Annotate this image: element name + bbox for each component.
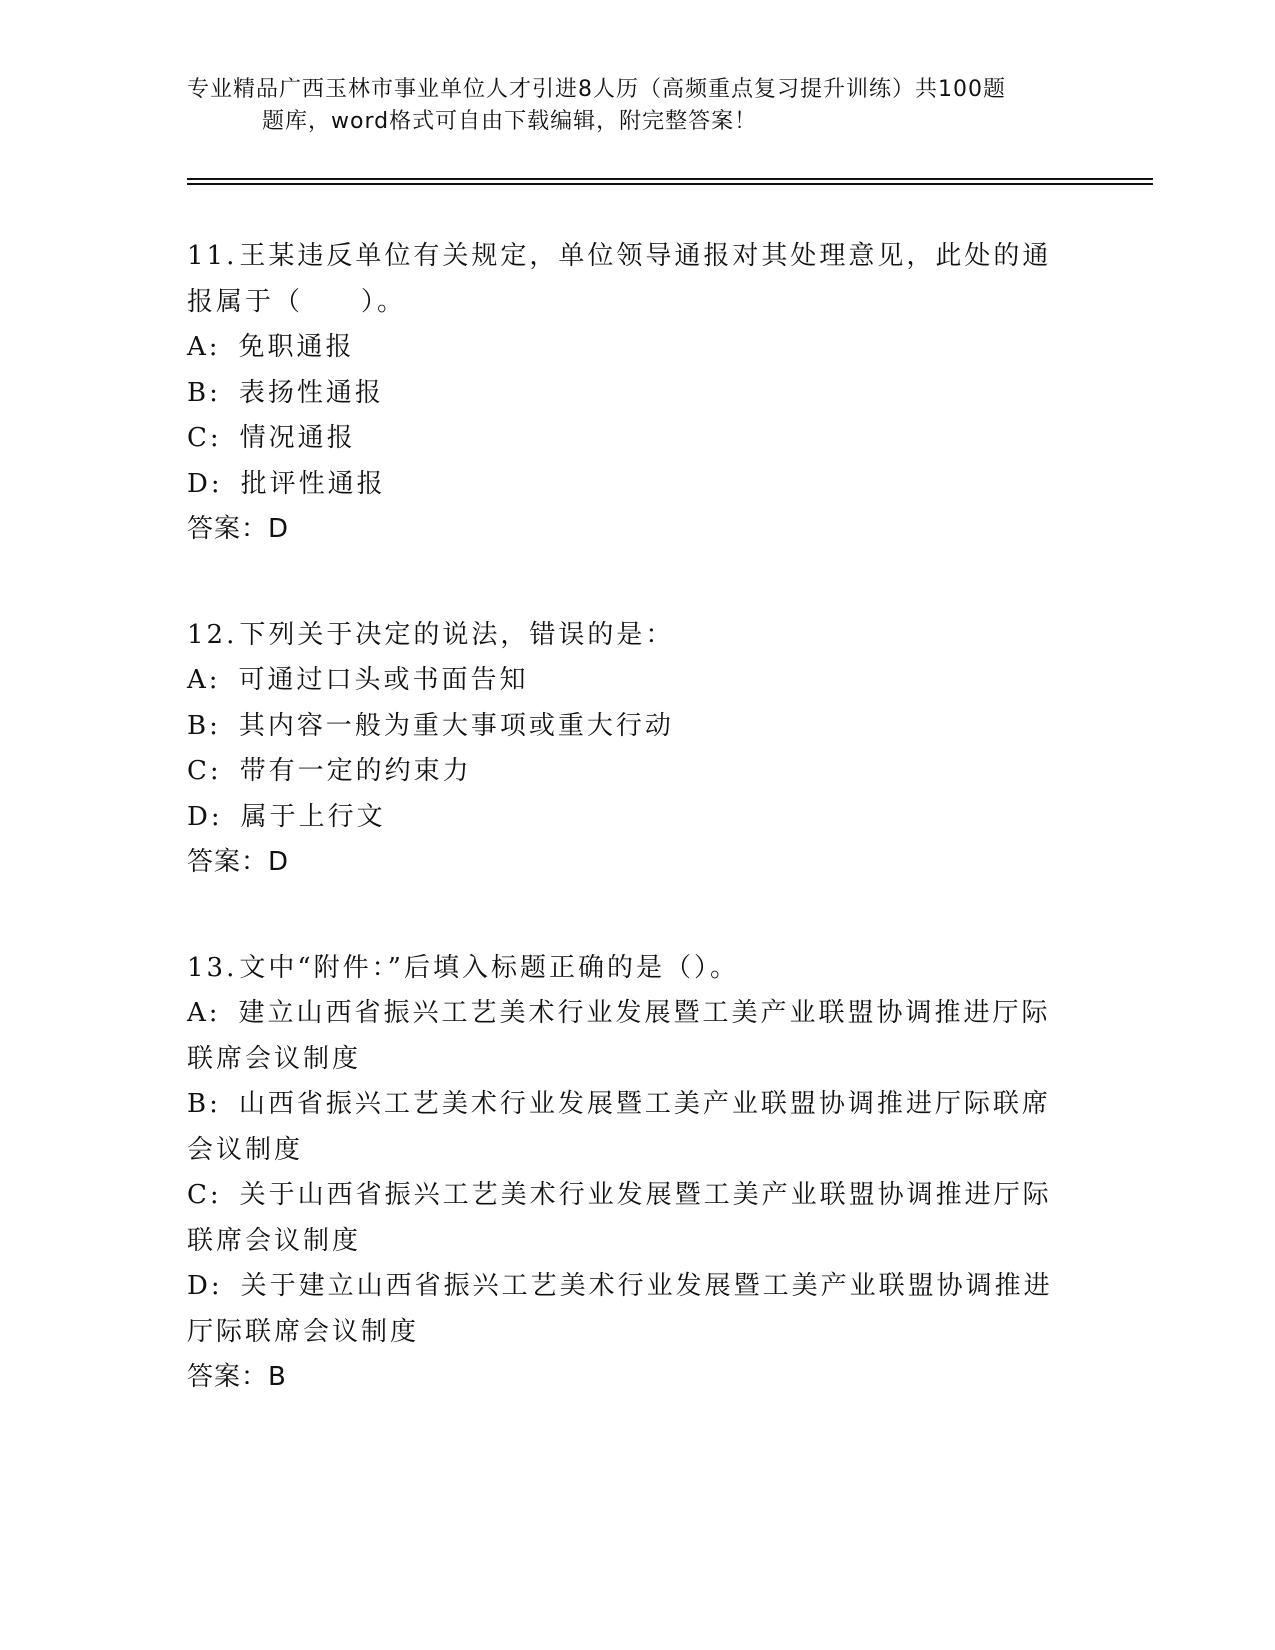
option-c [187,749,1067,795]
option-letter: D: [187,468,223,499]
option-a [187,325,1067,371]
option-text: 带有一定的约束力 [239,756,472,786]
option-d [187,1264,1067,1355]
answer: 答案：B [187,1362,287,1392]
option-letter: A: [187,998,221,1028]
option-text: 属于上行文 [240,801,386,832]
question-number: 12. [187,619,238,650]
option-text: 情况通报 [239,423,356,453]
question-11 [187,234,1067,553]
question-stem [187,946,1067,992]
option-letter: C: [187,1180,222,1210]
question-13 [187,946,1067,1401]
answer: 答案：D [187,847,290,877]
option-letter: C: [187,756,222,786]
option-letter: D: [187,801,223,832]
option-text: 可通过口头或书面告知 [238,665,529,695]
option-b [187,1082,1067,1173]
option-d [187,795,1067,841]
header-title-line1: 专业精品广西玉林市事业单位人才引进8人历（高频重点复习提升训练）共100题 [187,77,1006,102]
option-a [187,658,1067,704]
question-text: 文中“附件：”后填入标题正确的是（）。 [239,952,739,983]
option-letter: B: [187,710,221,741]
option-b [187,371,1067,417]
option-text: 山西省振兴工艺美术行业发展暨工美产业联盟协调推进厅际联席会议制度 [187,1089,1051,1165]
question-number: 13. [187,952,238,983]
question-12 [187,613,1067,886]
option-text: 批评性通报 [240,468,386,499]
option-text: 建立山西省振兴工艺美术行业发展暨工美产业联盟协调推进厅际联席会议制度 [187,998,1051,1074]
option-letter: B: [187,1089,221,1119]
option-text: 免职通报 [238,332,355,362]
question-text: 王某违反单位有关规定，单位领导通报对其处理意见，此处的通报属于（ ）。 [187,241,1052,317]
header-title-line2: 题库，word格式可自由下载编辑，附完整答案！ [262,109,758,134]
option-c [187,416,1067,462]
option-letter: B: [187,377,221,408]
option-a [187,991,1067,1082]
header-rule-bottom [187,183,1153,185]
option-text: 表扬性通报 [238,377,384,408]
option-letter: C: [187,423,222,453]
option-c [187,1173,1067,1264]
option-letter: D: [187,1271,223,1301]
document-header [187,74,1087,138]
question-stem [187,613,1067,659]
question-stem [187,234,1067,325]
answer: 答案：D [187,514,290,544]
option-letter: A: [187,665,221,695]
option-b [187,704,1067,750]
question-text: 下列关于决定的说法，错误的是： [239,619,675,650]
question-number: 11. [187,241,238,271]
option-d [187,462,1067,508]
option-text: 其内容一般为重大事项或重大行动 [238,710,674,741]
option-text: 关于山西省振兴工艺美术行业发展暨工美产业联盟协调推进厅际联席会议制度 [187,1180,1052,1256]
option-text: 关于建立山西省振兴工艺美术行业发展暨工美产业联盟协调推进厅际联席会议制度 [187,1271,1053,1347]
header-rule-top [187,178,1153,180]
option-letter: A: [187,332,221,362]
question-list [187,234,1067,1461]
